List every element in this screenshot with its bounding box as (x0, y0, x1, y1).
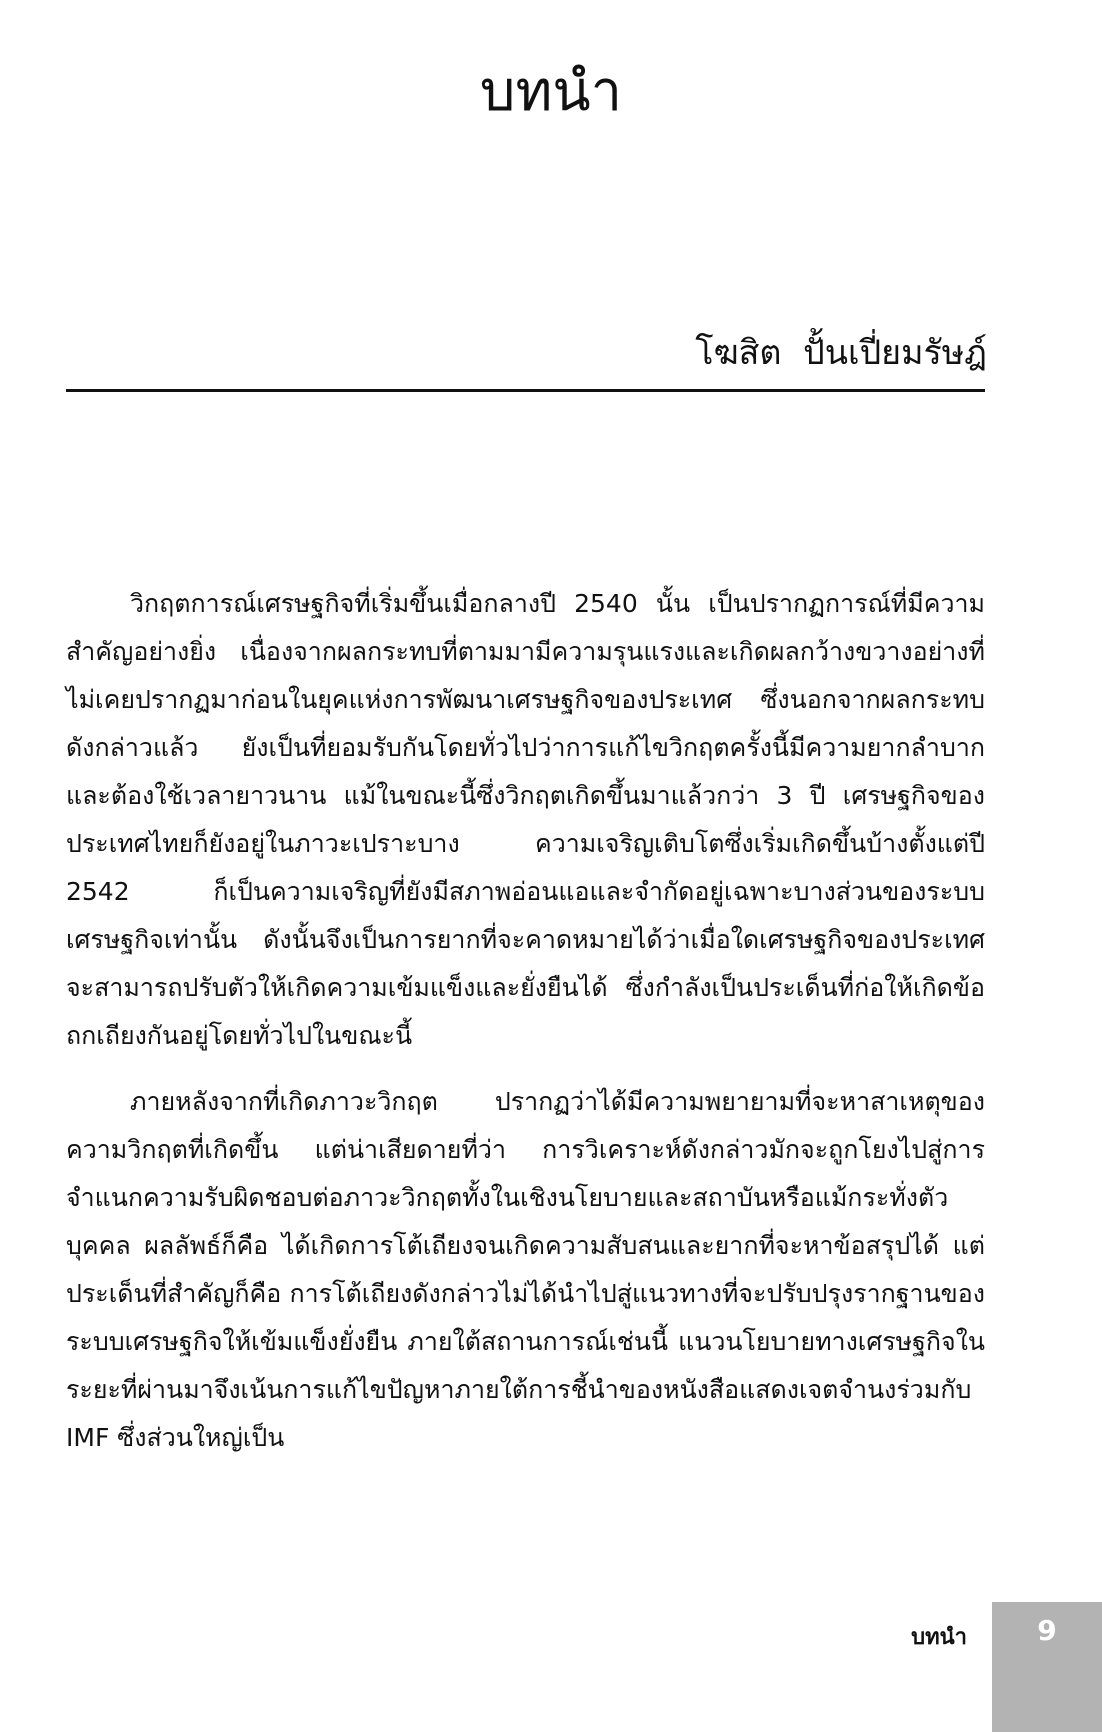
author-name: โฆสิต ปั้นเปี่ยมรัษฎ์ (695, 333, 987, 373)
running-footer-section: บทนำ (911, 1625, 967, 1650)
chapter-title: บทนำ (479, 59, 623, 124)
paragraph-1: วิกฤตการณ์เศรษฐกิจที่เริ่มขึ้นเมื่อกลางปี 2540 นั้น เป็นปรากฏการณ์ที่มีความสำคัญอย่างยิ่ง เนื่องจากผลกระทบที่ตามมามีความรุนแรงและเกิดผลกว้างขวางอย่างที่ไม่เคยปรากฏมาก่อนในยุคแห่งการพัฒนาเศรษฐกิจของประเทศ ซึ่งนอกจากผลกระทบดังกล่าวแล้ว ยังเป็นที่ยอมรับกันโดยทั่วไปว่าการแก้ไขวิกฤตครั้งนี้มีความยากลำบากและต้องใช้เวลายาวนาน แม้ในขณะนี้ซึ่งวิกฤตเกิดขึ้นมาแล้วกว่า 3 ปี เศรษฐกิจของประเทศไทยก็ยังอยู่ในภาวะเปราะบาง ความเจริญเติบโตซึ่งเริ่มเกิดขึ้นบ้างตั้งแต่ปี 2542 ก็เป็นความเจริญที่ยังมีสภาพอ่อนแอและจำกัดอยู่เฉพาะบางส่วนของระบบเศรษฐกิจเท่านั้น ดังนั้นจึงเป็นการยากที่จะคาดหมายได้ว่าเมื่อใดเศรษฐกิจของประเทศจะสามารถปรับตัวให้เกิดความเข้มแข็งและยั่งยืนได้ ซึ่งกำลังเป็นประเด็นที่ก่อให้เกิดข้อถกเถียงกันอยู่โดยทั่วไปในขณะนี้ (66, 589, 985, 1050)
page-number-box (992, 1602, 1102, 1732)
paragraph-2: ภายหลังจากที่เกิดภาวะวิกฤต ปรากฏว่าได้มีความพยายามที่จะหาสาเหตุของความวิกฤตที่เกิดขึ้น แต่น่าเสียดายที่ว่า การวิเคราะห์ดังกล่าวมักจะถูกโยงไปสู่การจำแนกความรับผิดชอบต่อภาวะวิกฤตทั้งในเชิงนโยบายและสถาบันหรือแม้กระทั่งตัวบุคคล ผลลัพธ์ก็คือ ได้เกิดการโต้เถียงจนเกิดความสับสนและยากที่จะหาข้อสรุปได้ แต่ประเด็นที่สำคัญก็คือ การโต้เถียงดังกล่าวไม่ได้นำไปสู่แนวทางที่จะปรับปรุงรากฐานของระบบเศรษฐกิจให้เข้มแข็งยั่งยืน ภายใต้สถานการณ์เช่นนี้ แนวนโยบายทางเศรษฐกิจในระยะที่ผ่านมาจึงเน้นการแก้ไขปัญหาภายใต้การชี้นำของหนังสือแสดงเจตจำนงร่วมกับ IMF ซึ่งส่วนใหญ่เป็น (66, 1087, 985, 1452)
body-text (66, 580, 985, 1480)
title-divider (66, 389, 985, 392)
page-number: 9 (1037, 1614, 1057, 1647)
